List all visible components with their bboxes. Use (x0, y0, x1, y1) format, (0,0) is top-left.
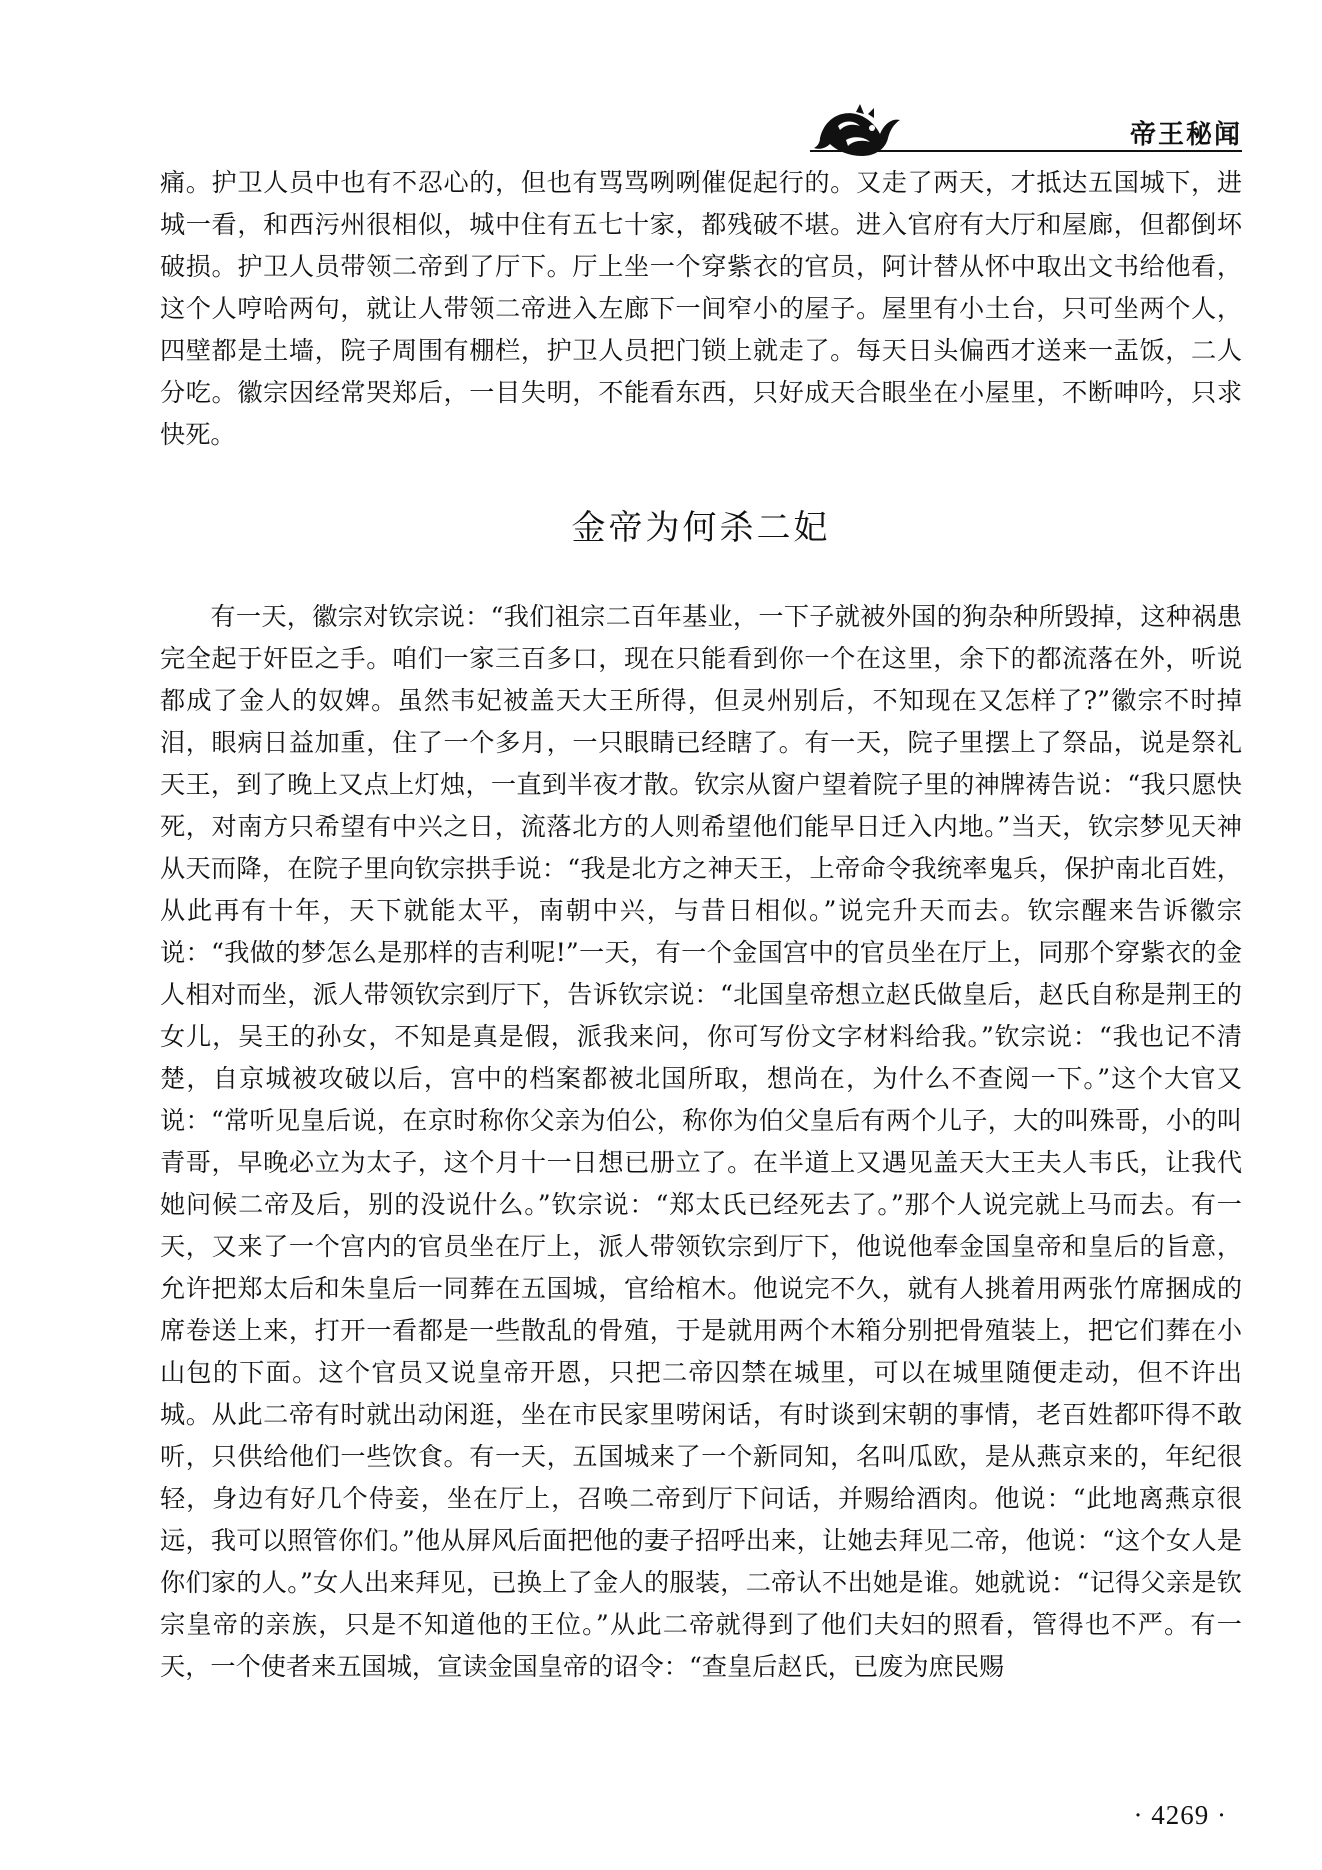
body-paragraph-1: 痛。护卫人员中也有不忍心的，但也有骂骂咧咧催促起行的。又走了两天，才抵达五国城下，进城一看，和西污州很相似，城中住有五七十家，都残破不堪。进入官府有大厅和屋廊，但都倒坏破损。护卫人员带领二帝到了厅下。厅上坐一个穿紫衣的官员，阿计替从怀中取出文书给他看，这个人哼哈两句，就让人带领二帝进入左廊下一间窄小的屋子。屋里有小土台，只可坐两个人，四壁都是土墙，院子周围有棚栏，护卫人员把门锁上就走了。每天日头偏西才送来一盂饭，二人分吃。徽宗因经常哭郑后，一目失明，不能看东西，只好成天合眼坐在小屋里，不断呻吟，只求快死。 (160, 168, 1242, 449)
header-rule (810, 150, 1242, 152)
running-title: 帝王秘闻 (1129, 120, 1242, 150)
section-title: 金帝为何杀二妃 (571, 508, 831, 548)
page-header (810, 100, 1242, 156)
page-number: · 4269 · (1133, 1800, 1227, 1830)
body-paragraph-2: 有一天，徽宗对钦宗说：“我们祖宗二百年基业，一下子就被外国的狗杂种所毁掉，这种祸患完全起于奸臣之手。咱们一家三百多口，现在只能看到你一个在这里，余下的都流落在外，听说都成了金人的奴婢。虽然韦妃被盖天大王所得，但灵州别后，不知现在又怎样了?”徽宗不时掉泪，眼病日益加重，住了一个多月，一只眼睛已经瞎了。有一天，院子里摆上了祭品，说是祭礼天王，到了晚上又点上灯烛，一直到半夜才散。钦宗从窗户望着院子里的神牌祷告说：“我只愿快死，对南方只希望有中兴之日，流落北方的人则希望他们能早日迁入内地。”当天，钦宗梦见天神从天而降，在院子里向钦宗拱手说：“我是北方之神天王，上帝命令我统率鬼兵，保护南北百姓，从此再有十年，天下就能太平，南朝中兴，与昔日相似。”说完升天而去。钦宗醒来告诉徽宗说：“我做的梦怎么是那样的吉利呢!”一天，有一个金国宫中的官员坐在厅上，同那个穿紫衣的金人相对而坐，派人带领钦宗到厅下，告诉钦宗说：“北国皇帝想立赵氏做皇后，赵氏自称是荆王的女儿，吴王的孙女，不知是真是假，派我来问，你可写份文字材料给我。”钦宗说：“我也记不清楚，自京城被攻破以后，宫中的档案都被北国所取，想尚在，为什么不查阅一下。”这个大官又说：“常听见皇后说，在京时称你父亲为伯公，称你为伯父皇后有两个儿子，大的叫殊哥，小的叫青哥，早晚必立为太子，这个月十一日想已册立了。在半道上又遇见盖天大王夫人韦氏，让我代她问候二帝及后，别的没说什么。”钦宗说：“郑太氏已经死去了。”那个人说完就上马而去。有一天，又来了一个宫内的官员坐在厅上，派人带领钦宗到厅下，他说他奉金国皇帝和皇后的旨意，允许把郑太后和朱皇后一同葬在五国城，官给棺木。他说完不久，就有人挑着用两张竹席捆成的席卷送上来，打开一看都是一些散乱的骨殖，于是就用两个木箱分别把骨殖装上，把它们葬在小山包的下面。这个官员又说皇帝开恩，只把二帝囚禁在城里，可以在城里随便走动，但不许出城。从此二帝有时就出动闲逛，坐在市民家里唠闲话，有时谈到宋朝的事情，老百姓都吓得不敢听，只供给他们一些饮食。有一天，五国城来了一个新同知，名叫瓜欧，是从燕京来的，年纪很轻，身边有好几个侍妾，坐在厅上，召唤二帝到厅下问话，并赐给酒肉。他说：“此地离燕京很远，我可以照管你们。”他从屏风后面把他的妻子招呼出来，让她去拜见二帝，他说：“这个女人是你们家的人。”女人出来拜见，已换上了金人的服装，二帝认不出她是谁。她就说：“记得父亲是钦宗皇帝的亲族，只是不知道他的王位。”从此二帝就得到了他们夫妇的照看，管得也不严。有一天，一个使者来五国城，宣读金国皇帝的诏令：“查皇后赵氏，已废为庶民赐 (160, 602, 1242, 1681)
